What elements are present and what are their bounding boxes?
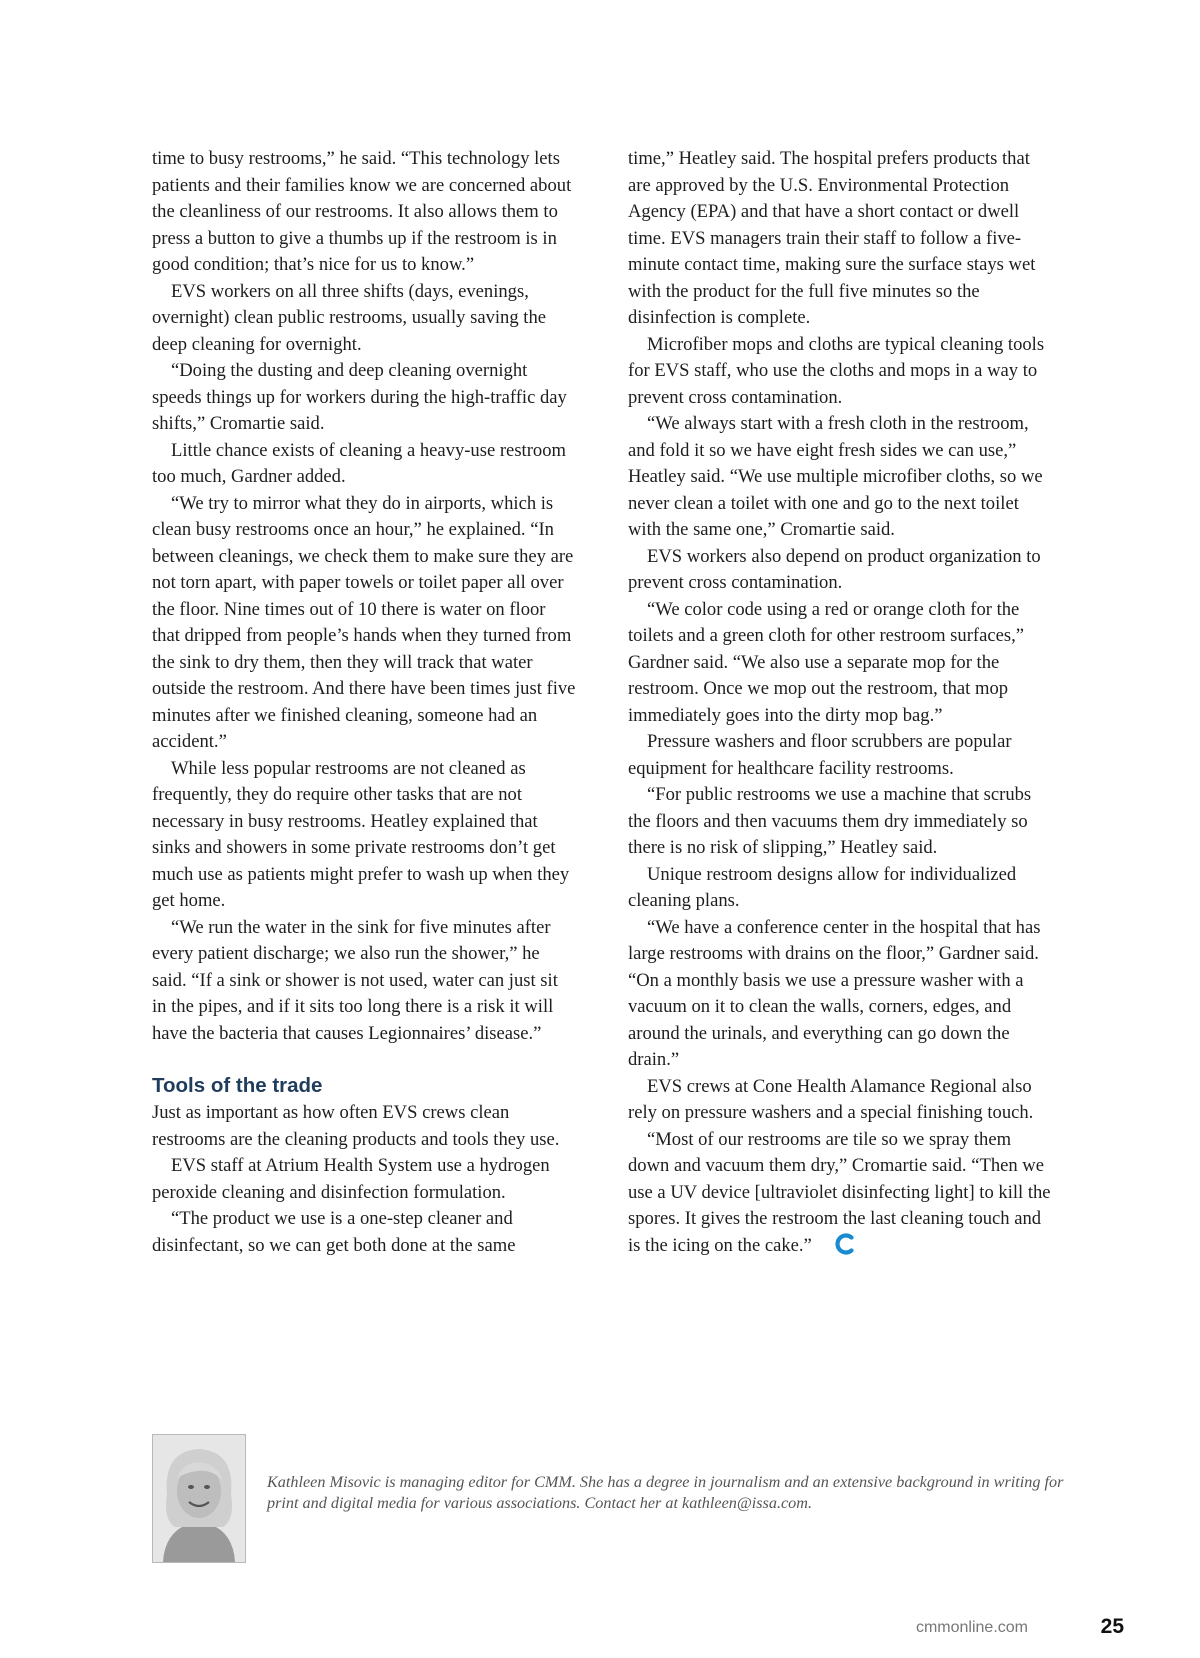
paragraph: EVS workers also depend on product organization to prevent cross contamination. xyxy=(628,545,1041,593)
paragraph: Unique restroom designs allow for individualized cleaning plans. xyxy=(628,863,1017,911)
paragraph: Just as important as how often EVS crews clean restrooms are the cleaning products and tools they use. xyxy=(152,1102,560,1150)
paragraph: EVS staff at Atrium Health System use a hydrogen peroxide cleaning and disinfection formulation. xyxy=(152,1155,550,1203)
paragraph: “We run the water in the sink for five minutes after every patient discharge; we also run the shower,” he said. “If a sink or shower is not used, water can just sit in the pipes, and if it sits too long there is a risk it will have the bacteria that causes Legionnaires’ disease.” xyxy=(152,916,558,1044)
article-left-column xyxy=(152,146,576,1259)
paragraph: EVS crews at Cone Health Alamance Regional also rely on pressure washers and a special finishing touch. xyxy=(628,1075,1034,1123)
paragraph: time,” Heatley said. The hospital prefers products that are approved by the U.S. Environmental Protection Agency (EPA) and that have a short contact or dwell time. EVS managers train their staff to follow a five-minute contact time, making sure the surface stays wet with the product for the full five minutes so the disinfection is complete. xyxy=(628,148,1036,328)
page-number: 25 xyxy=(1100,1615,1124,1638)
paragraph: “Doing the dusting and deep cleaning overnight speeds things up for workers during the high-traffic day shifts,” Cromartie said. xyxy=(152,360,567,434)
author-bio: Kathleen Misovic is managing editor for CMM. She has a degree in journalism and an extensive background in writing for print and digital media for various associations. Contact her at kathleen@issa.com. xyxy=(267,1473,1064,1512)
paragraph: “We have a conference center in the hospital that has large restrooms with drains on the floor,” Gardner said. “On a monthly basis we use a pressure washer with a vacuum on it to clean the walls, corners, edges, and around the urinals, and everything can go down the drain.” xyxy=(628,916,1041,1070)
paragraph: Microfiber mops and cloths are typical cleaning tools for EVS staff, who use the cloths and mops in a way to prevent cross contamination. xyxy=(628,333,1045,408)
author-portrait xyxy=(152,1434,246,1563)
paragraph: Pressure washers and floor scrubbers are popular equipment for healthcare facility restrooms. xyxy=(628,731,1012,779)
paragraph: “The product we use is a one-step cleaner and disinfectant, so we can get both done at the same xyxy=(152,1208,516,1256)
section-heading: Tools of the trade xyxy=(152,1074,323,1097)
paragraph: Little chance exists of cleaning a heavy-use restroom too much, Gardner added. xyxy=(152,439,566,487)
paragraph-final-text: “Most of our restrooms are tile so we spray them down and vacuum them dry,” Cromartie said. “Then we use a UV device [ultraviolet disinfecting light] to kill the spores. It gives the restroom the last cleaning touch and is the icing on the cake.” xyxy=(628,1128,1051,1256)
paragraph: EVS workers on all three shifts (days, evenings, overnight) clean public restrooms, usually saving the deep cleaning for overnight. xyxy=(152,280,546,355)
paragraph: time to busy restrooms,” he said. “This technology lets patients and their families know we are concerned about the cleanliness of our restrooms. It also allows them to press a button to give a thumbs up if the restroom is in good condition; that’s nice for us to know.” xyxy=(152,148,572,275)
paragraph: “We always start with a fresh cloth in the restroom, and fold it so we have eight fresh sides we can use,” Heatley said. “We use multiple microfiber cloths, so we never clean a toilet with one and go to the next toilet with the same one,” Cromartie said. xyxy=(628,413,1043,540)
article-right-column xyxy=(628,146,1052,1259)
cmm-end-mark-icon xyxy=(816,1233,836,1255)
paragraph: “For public restrooms we use a machine that scrubs the floors and then vacuums them dry immediately so there is no risk of slipping,” Heatley said. xyxy=(628,784,1032,858)
paragraph: While less popular restrooms are not cleaned as frequently, they do require other tasks that are not necessary in busy restrooms. Heatley explained that sinks and showers in some private restrooms don’t get much use as patients might prefer to wash up when they get home. xyxy=(152,757,570,911)
paragraph: “We try to mirror what they do in airports, which is clean busy restrooms once an hour,” he explained. “In between cleanings, we check them to make sure they are not torn apart, with paper towels or toilet paper all over the floor. Nine times out of 10 there is water on floor that dripped from people’s hands when they turned from the sink to dry them, then they will track that water outside the restroom. And there have been times just five minutes after we finished cleaning, someone had an accident.” xyxy=(152,492,576,752)
paragraph: “We color code using a red or orange cloth for the toilets and a green cloth for other restroom surfaces,” Gardner said. “We also use a separate mop for the restroom. Once we mop out the restroom, that mop immediately goes into the dirty mop bag.” xyxy=(628,598,1024,726)
paragraph-final xyxy=(628,1127,1052,1260)
footer-site-url: cmmonline.com xyxy=(915,1619,1028,1636)
